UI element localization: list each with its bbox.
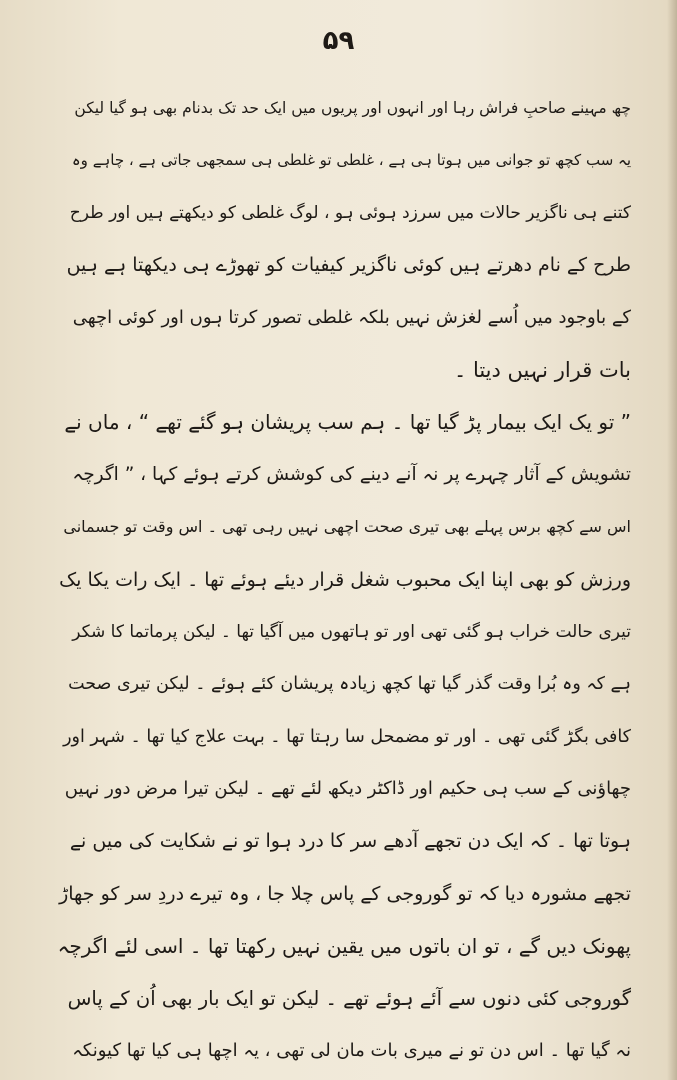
text-line: اس سے کچھ برس پہلے بھی تیری صحت اچھی نہیں رہی تھی ۔ اس وقت تو جسمانی <box>63 517 631 537</box>
text-line: کافی بگڑ گئی تھی ۔ اور تو مضمحل سا رہتا تھا ۔ بہت علاج کیا تھا ۔ شہر اور <box>63 726 631 747</box>
text-line: ہے کہ وہ بُرا وقت گذر گیا تھا کچھ زیادہ پریشان کئے ہوئے ۔ لیکن تیری صحت <box>68 674 631 695</box>
text-line: گوروجی کئی دنوں سے آئے ہوئے تھے ۔ لیکن تو ایک بار بھی اُن کے پاس <box>67 986 631 1010</box>
text-line: طرح کے نام دھرتے ہیں کوئی ناگزیر کیفیات کو تھوڑے ہی دیکھتا ہے ہیں <box>66 254 631 277</box>
text-line: تشویش کے آثار چہرے پر نہ آنے دینے کی کوشش کرتے ہوئے کہا ، ” اگرچہ <box>72 463 631 485</box>
text-line: تیری حالت خراب ہو گئی تھی اور تو ہاتھوں میں آگیا تھا ۔ لیکن پرماتما کا شکر <box>72 621 631 642</box>
page-number: ۵۹ <box>322 26 355 56</box>
text-line: چھ مہینے صاحبِ فراش رہا اور انہوں اور پریوں میں ایک حد تک بدنام بھی ہو گیا لیکن <box>74 99 631 117</box>
text-line: پھونک دیں گے ، تو ان باتوں میں یقین نہیں رکھتا تھا ۔ اسی لئے اگرچہ <box>58 934 631 959</box>
text-line: ہوتا تھا ۔ کہ ایک دن تجھے آدھے سر کا درد ہوا تو نے شکایت کی میں نے <box>69 830 631 853</box>
text-line: بات قرار نہیں دیتا ۔ <box>453 357 631 382</box>
text-line: ” تو یک ایک بیمار پڑ گیا تھا ۔ ہم سب پریشان ہو گئے تھے “ ، ماں نے <box>64 410 631 435</box>
text-line: یہ سب کچھ تو جوانی میں ہوتا ہی ہے ، غلطی تو غلطی ہی سمجھی جاتی ہے ، چاہے وہ <box>71 151 631 170</box>
text-line: کتنے ہی ناگزیر حالات میں سرزد ہوئی ہو ، لوگ غلطی کو دیکھتے ہیں اور طرح <box>69 202 631 223</box>
urdu-text-body <box>58 82 631 1077</box>
text-line: کے باوجود میں اُسے لغزش نہیں بلکہ غلطی تصور کرتا ہوں اور کوئی اچھی <box>72 306 631 328</box>
text-line: ورزش کو بھی اپنا ایک محبوب شغل قرار دیئے ہوئے تھا ۔ ایک رات یکا یک <box>59 568 631 591</box>
text-line: تجھے مشورہ دیا کہ تو گوروجی کے پاس چلا جا ، وہ تیرے دردِ سر کو جھاڑ <box>59 882 631 905</box>
text-line: چھاؤنی کے سب ہی حکیم اور ڈاکٹر دیکھ لئے تھے ۔ لیکن تیرا مرض دور نہیں <box>64 778 631 800</box>
text-line: نہ گیا تھا ۔ اس دن تو نے میری بات مان لی تھی ، یہ اچھا ہی کیا تھا کیونکہ <box>72 1040 631 1062</box>
